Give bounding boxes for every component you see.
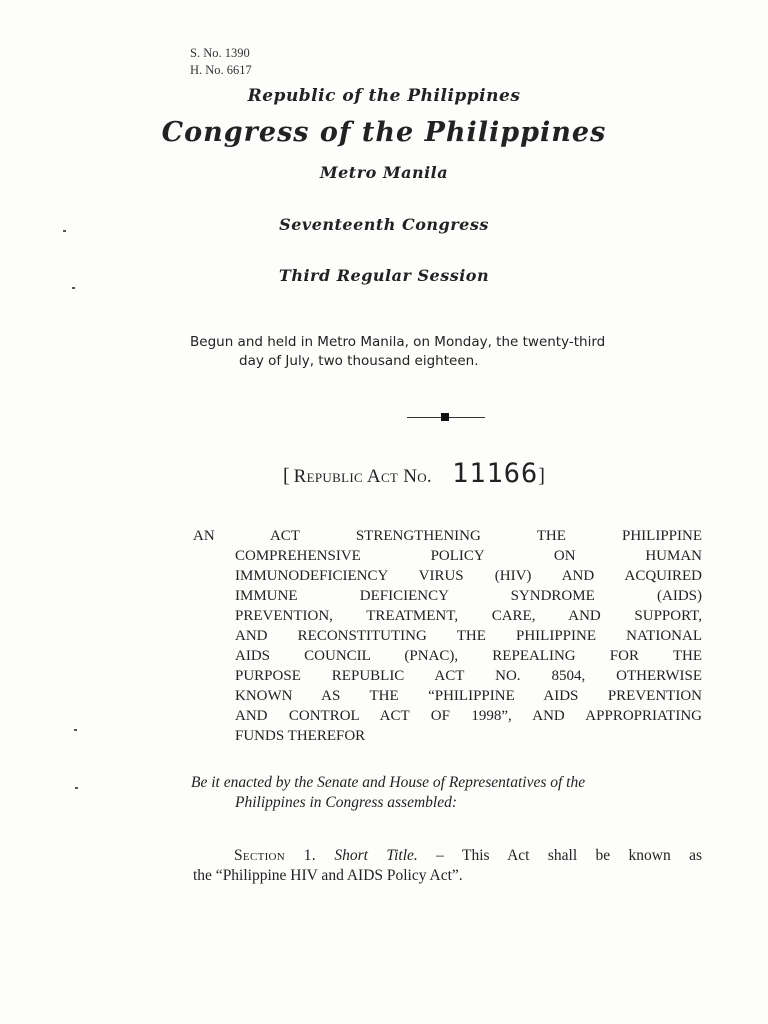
section-text: – This Act shall be known as [436, 847, 703, 864]
republic-act-label: Republic Act No. [293, 466, 432, 487]
open-bracket: [ [283, 465, 290, 487]
divider-ornament [407, 412, 485, 422]
republic-act-number [283, 458, 545, 489]
enacting-line-1: Be it enacted by the Senate and House of Representatives of the [191, 774, 586, 791]
location-heading: Metro Manila [319, 163, 449, 182]
act-title-line: AIDS COUNCIL (PNAC), REPEALING FOR THE [235, 648, 702, 664]
margin-mark [72, 287, 75, 289]
act-title-line: AND RECONSTITUTING THE PHILIPPINE NATIONAL [235, 628, 702, 644]
act-title-line: AND CONTROL ACT OF 1998”, AND APPROPRIATING [235, 708, 702, 724]
session-heading: Third Regular Session [278, 266, 490, 285]
section-label: Section 1. [234, 847, 316, 864]
act-title-line: KNOWN AS THE “PHILIPPINE AIDS PREVENTION [235, 688, 702, 704]
section-heading: Short Title. [334, 847, 418, 864]
act-title-line: FUNDS THEREFOR [235, 728, 366, 744]
close-bracket: ] [538, 465, 545, 487]
begun-line-2: day of July, two thousand eighteen. [239, 353, 479, 369]
congress-heading: Congress of the Philippines [161, 117, 607, 148]
section-1-line-1 [193, 846, 702, 866]
act-title-line: PREVENTION, TREATMENT, CARE, AND SUPPORT, [235, 608, 702, 624]
section-1 [193, 846, 702, 886]
congress-number-heading: Seventeenth Congress [279, 215, 489, 234]
section-1-line-2: the “Philippine HIV and AIDS Policy Act”. [193, 867, 463, 884]
margin-mark [75, 787, 78, 789]
margin-mark [74, 729, 77, 731]
act-title-line: AN ACT STRENGTHENING THE PHILIPPINE [193, 528, 702, 544]
act-title-line: IMMUNE DEFICIENCY SYNDROME (AIDS) [235, 588, 702, 604]
act-title [193, 526, 702, 746]
act-title-line: IMMUNODEFICIENCY VIRUS (HIV) AND ACQUIRED [235, 568, 702, 584]
margin-mark [63, 230, 66, 232]
act-number: 11166 [451, 458, 539, 489]
republic-heading: Republic of the Philippines [247, 86, 521, 106]
enacting-clause [191, 773, 702, 813]
senate-bill-number: S. No. 1390 [190, 46, 250, 60]
begun-statement [190, 333, 702, 371]
divider-square-icon [441, 413, 449, 421]
bill-numbers [190, 45, 252, 79]
house-bill-number: H. No. 6617 [190, 63, 252, 77]
act-title-line: COMPREHENSIVE POLICY ON HUMAN [235, 548, 702, 564]
enacting-line-2: Philippines in Congress assembled: [235, 794, 458, 811]
act-title-line: PURPOSE REPUBLIC ACT NO. 8504, OTHERWISE [235, 668, 702, 684]
begun-line-1: Begun and held in Metro Manila, on Monday, the twenty-third [190, 334, 606, 350]
